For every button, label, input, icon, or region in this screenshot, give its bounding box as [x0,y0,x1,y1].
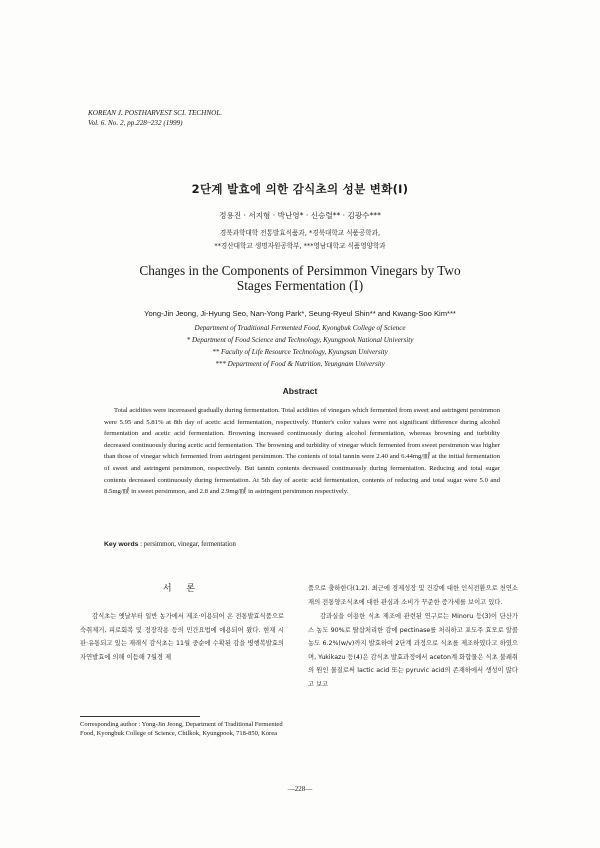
english-affiliation-1: Department of Traditional Fermented Food, Kyongbuk College of Science [194,324,406,332]
english-affiliation-4: *** Department of Food & Nutrition, Yeungnam University [215,360,385,368]
journal-name: KOREAN J. POSTHARVEST SCI. TECHNOL. [88,109,223,117]
page-number: —228— [287,785,313,793]
keywords [104,541,236,548]
intro-right-paragraph: 감과실을 이용한 식초 제조에 관련된 연구로는 Minoru 등(3)이 단산가스 농도 90%로 탈삽처리한 감에 pectinase를 처리하고 포도주 효모로 알콜농도 6.2%(w/v)까지 발효하여 2단계 과정으로 식초를 제조하였다고 하였으며, Yukikazu 등(4)은 감식초 발효과정에서 aceton계 화합물은 식초 불쾌취의 원인 물질로써 lactic acid 또는 pyruvic acid의 존재하에서 생성이 많다고 보고 [308,613,518,688]
korean-authors: 정용진 · 서지형 · 박난영* · 신승렬** · 김광수*** [219,211,381,220]
intro-right-continuation: 품으로 출하한다(1,2). 최근에 경제성장 및 건강에 대한 인식전환으로 천연소재의 전통양조식초에 대한 관심과 소비가 꾸준한 증가세를 보이고 있다. [308,585,518,606]
abstract-body: Total acidities were incereased gradually during fermentation. Total acidities of vinegars which fermented from sweet and astringent persimmon were 5.95 and 5.81% at 8th day of acetic acid fermentation, respectively. Hunter's color values were not significant difference during alcohol fermentation and acetic acid fermentation. Browning increased continuously during alcohol fermentation, whereas browning and turbidity decreased continuously during acetic acid fermentation. The browning and turbidity of vinegar which fermented from sweet persimmon was higher than those of vinegar which fermented from astringent persimmon. The contents of total tannin were 2.40 and 6.44mg/㎖ at the initial fermentation of sweet and astringent persimmon, respectively. But tannin contents decreased continuously during fermentation. Reducing and total sugar contents decreased continuously during fermentation. At 5th day of acetic acid fermentation, contents of reducing and total sugar were 5.0 and 8.5mg/㎖ in sweet persimmon, and 2.8 and 2.9mg/㎖ in astringent persimmon respectively. [104,407,500,496]
english-title-line-1: Changes in the Components of Persimmon Vinegars by Two [139,263,461,278]
english-title [0,263,600,293]
journal-volume: Vol. 6. No. 2, pp.228~232 (1999) [88,119,183,127]
keywords-label: Key words [104,541,139,548]
section-heading-introduction: 서 론 [162,584,202,594]
english-affiliation-3: ** Faculty of Life Resource Technology, Kyungsan University [212,348,388,356]
journal-citation [88,108,222,128]
corresponding-author-footnote: Corresponding author : Yong-Jin Jeong, Department of Traditional Fermented Food, Kyongbuk College of Science, Chilkok, Kyungpook, 718-850, Korea [80,721,283,738]
footnote-divider [80,716,200,717]
korean-title: 2단계 발효에 의한 감식초의 성분 변화(Ⅰ) [191,182,409,196]
korean-affiliation-1: 경북과학대학 전통발효식품과, *경북대학교 식품공학과, [219,229,381,237]
english-affiliation-2: * Department of Food Science and Technology, Kyungpook National University [186,336,414,344]
korean-affiliation-2: **경산대학교 생명자원공학부, ***영남대학교 식품영양학과 [214,242,386,250]
abstract-heading: Abstract [282,386,318,396]
keywords-text: : persimmon, vinegar, fermentation [140,541,236,548]
intro-left-paragraph: 감식초는 옛날부터 일반 농가에서 제조·이용되어 온 전통발효식품으로 숙취제거, 피로회복 및 정장작용 등의 민간요법에 애용되어 왔다. 현재 시판·유통되고 있는 재래식 감식초는 11월 중순에 수확된 감을 병행복발효의 자연발효에 의해 이듬해 7월경 제 [80,613,284,661]
english-title-line-2: Stages Fermentation (Ⅰ) [236,278,364,293]
english-authors: Yong-Jin Jeong, Ji-Hyung Seo, Nan-Yong Park*, Seung-Ryeul Shin** and Kwang-Soo Kim*** [144,309,456,318]
